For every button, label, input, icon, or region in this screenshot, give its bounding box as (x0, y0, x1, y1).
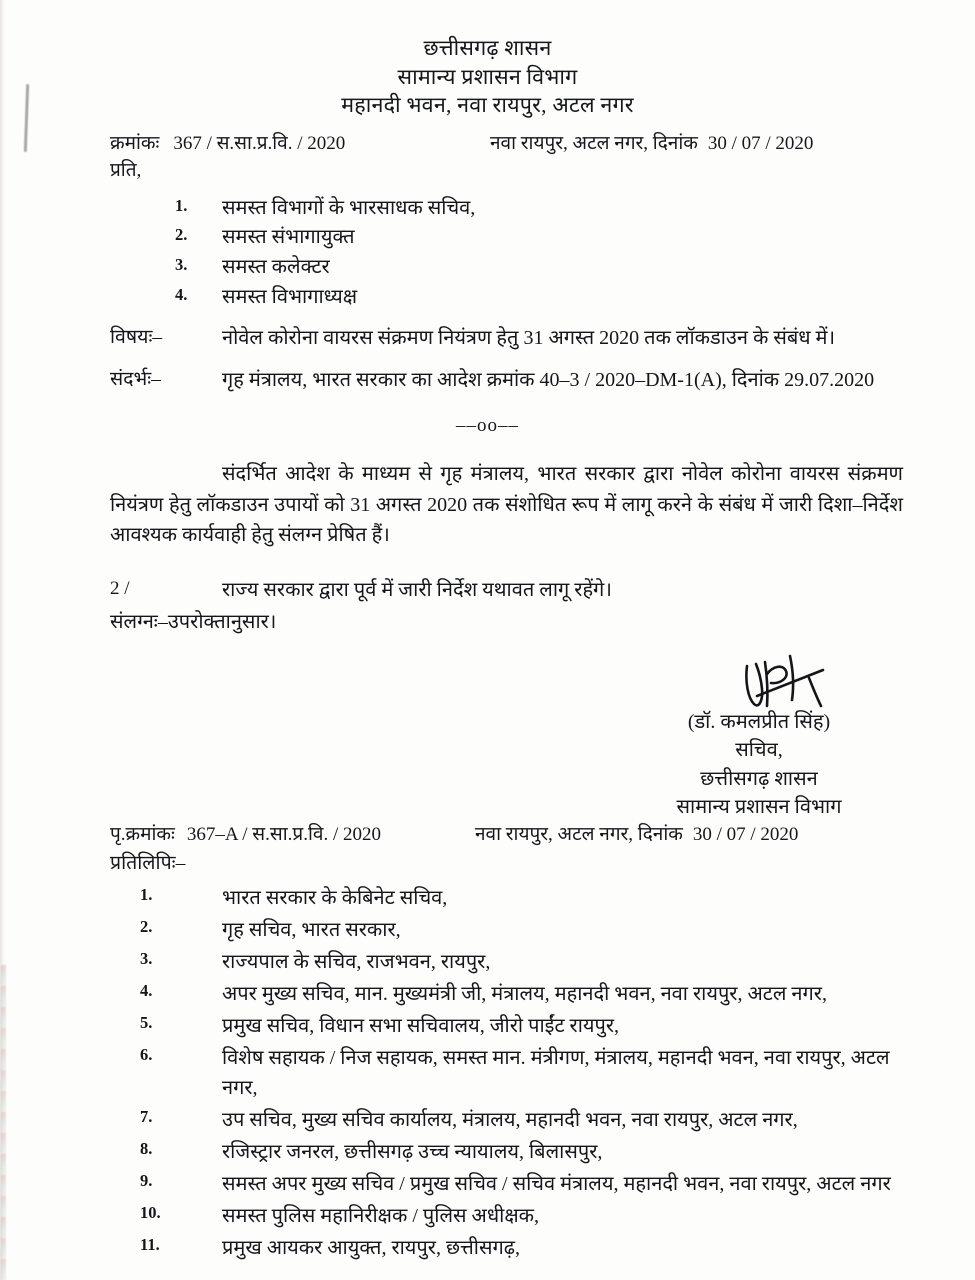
copy-item-text: अपर मुख्य सचिव, मान. मुख्यमंत्री जी, मंत्रालय, महानदी भवन, नवा रायपुर, अटल नगर, (222, 982, 827, 1005)
attachment-note: संलग्नः–उपरोक्तानुसार। (110, 610, 277, 633)
recipient-item (0, 223, 975, 253)
header-department-name: सामान्य प्रशासन विभाग (397, 64, 578, 89)
copy-list-item (0, 947, 975, 977)
recipient-item (0, 253, 975, 283)
recipient-number: 2. (175, 225, 188, 245)
endorsement-place: नवा रायपुर, अटल नगर, दिनांक (475, 823, 683, 845)
recipient-number: 4. (175, 284, 188, 304)
recipient-text: समस्त कलेक्टर (222, 255, 330, 278)
subject-label: विषयः– (110, 327, 163, 349)
copy-item-text: प्रमुख आयकर आयुक्त, रायपुर, छत्तीसगढ़, (222, 1236, 520, 1259)
reference-text: गृह मंत्रालय, भारत सरकार का आदेश क्रमांक 40–3 / 2020–DM-1(A), दिनांक 29.07.2020 (222, 368, 875, 391)
copy-list-item (0, 915, 975, 945)
copy-item-text: गृह सचिव, भारत सरकार, (222, 918, 401, 941)
letter-date: 30 / 07 / 2020 (707, 132, 814, 154)
endorsement-number (110, 820, 381, 846)
recipient-text: समस्त संभागायुक्त (222, 226, 355, 249)
letter-number-value: 367 / स.सा.प्र.वि. / 2020 (173, 132, 346, 154)
letter-number-label: क्रमांकः (110, 132, 160, 154)
reference-label: संदर्भः– (110, 368, 161, 390)
copy-item-number: 2. (140, 916, 153, 936)
recipient-text: समस्त विभागाध्यक्ष (222, 285, 358, 308)
subject-text: नोवेल कोरोना वायरस संक्रमण नियंत्रण हेतु 31 अगस्त 2020 तक लॉकडाउन के संबंध में। (222, 327, 836, 350)
copy-item-number: 9. (140, 1170, 153, 1190)
reference-block (0, 366, 975, 395)
recipient-item (0, 283, 975, 313)
copy-list-item (0, 1011, 975, 1041)
copy-item-text: प्रमुख सचिव, विधान सभा सचिवालय, जीरो पाईंट रायपुर, (222, 1014, 620, 1037)
copy-item-number: 10. (140, 1202, 161, 1222)
endorsement-place-date (475, 820, 798, 846)
signatory-name: (डॉ. कमलप्रीत सिंह) (687, 710, 831, 733)
endorsement-number-value: 367–A / स.सा.प्र.वि. / 2020 (186, 823, 381, 845)
signatory-designation: सचिव, (735, 739, 783, 762)
endorsement-number-label: पृ.क्रमांकः (110, 823, 175, 845)
copy-distribution-list (0, 883, 975, 1263)
letter-number-row (0, 129, 975, 155)
copy-item-number: 4. (140, 980, 153, 1000)
copy-item-number: 6. (140, 1044, 153, 1064)
copy-item-text: समस्त पुलिस महानिरीक्षक / पुलिस अधीक्षक, (222, 1204, 540, 1227)
copy-list-item (0, 1201, 975, 1231)
copy-item-text: भारत सरकार के केबिनेट सचिव, (222, 886, 448, 909)
copy-item-text: राज्यपाल के सचिव, राजभवन, रायपुर, (222, 950, 491, 973)
letter-number (110, 129, 345, 155)
copy-list-item (0, 1043, 975, 1103)
copy-item-text: विशेष सहायक / निज सहायक, समस्त मान. मंत्रीगण, मंत्रालय, महानदी भवन, नवा रायपुर, अटल नगर, (222, 1046, 890, 1099)
signatory-government: छत्तीसगढ़ शासन (700, 767, 818, 790)
recipient-item (0, 194, 975, 224)
signature-block (0, 648, 975, 816)
copy-item-text: समस्त अपर मुख्य सचिव / प्रमुख सचिव / सचिव मंत्रालय, महानदी भवन, नवा रायपुर, अटल नगर (222, 1172, 891, 1195)
to-label: प्रति, (110, 159, 142, 181)
copy-item-text: रजिस्ट्रार जनरल, छत्तीसगढ़ उच्च न्यायालय, बिलासपुर, (222, 1140, 603, 1163)
copy-list-item (0, 979, 975, 1009)
document-header (0, 34, 975, 120)
copy-list-item (0, 1137, 975, 1167)
endorsement-date: 30 / 07 / 2020 (692, 823, 799, 845)
recipient-number: 3. (175, 254, 188, 274)
paragraph-two-text: राज्य सरकार द्वारा पूर्व में जारी निर्देश यथावत लागू रहेंगे। (222, 578, 612, 601)
paragraph-two-number: 2 / (110, 577, 130, 599)
copy-list-item (0, 883, 975, 913)
signatory-department: सामान्य प्रशासन विभाग (676, 795, 842, 818)
subject-block (0, 324, 975, 353)
copy-item-number: 11. (140, 1234, 160, 1254)
copy-item-number: 3. (140, 948, 153, 968)
copy-item-number: 8. (140, 1138, 153, 1158)
copy-item-number: 7. (140, 1106, 153, 1126)
section-separator: ––oo–– (456, 414, 519, 436)
copy-list-item (0, 1233, 975, 1263)
signatory-details (600, 708, 918, 822)
body-paragraph: संदर्भित आदेश के माध्यम से गृह मंत्रालय, भारत सरकार द्वारा नोवेल कोरोना वायरस संक्रमण नियंत्रण हेतु लॉकडाउन उपायों को 31 अगस्त 2020 तक संशोधित रूप में लागू करने के संबंध में जारी दिशा–निर्देश आवश्यक कार्यवाही हेतु संलग्न प्रेषित हैं। (110, 462, 903, 547)
endorsement-number-row (0, 820, 975, 846)
recipient-text: समस्त विभागों के भारसाधक सचिव, (222, 196, 476, 219)
place-date (490, 129, 813, 155)
copy-list-item (0, 1105, 975, 1135)
copy-list-item (0, 1169, 975, 1199)
copy-item-number: 5. (140, 1012, 153, 1032)
header-address: महानदी भवन, नवा रायपुर, अटल नगर (341, 93, 634, 118)
paragraph-two (110, 575, 903, 605)
header-government-name: छत्तीसगढ़ शासन (423, 36, 552, 60)
copy-to-label: प्रतिलिपिः– (110, 852, 186, 874)
copy-item-number: 1. (140, 884, 153, 904)
place-text: नवा रायपुर, अटल नगर, दिनांक (490, 132, 698, 154)
recipient-number: 1. (175, 195, 188, 215)
copy-item-text: उप सचिव, मुख्य सचिव कार्यालय, मंत्रालय, महानदी भवन, नवा रायपुर, अटल नगर, (222, 1108, 798, 1131)
recipient-list (0, 194, 975, 312)
